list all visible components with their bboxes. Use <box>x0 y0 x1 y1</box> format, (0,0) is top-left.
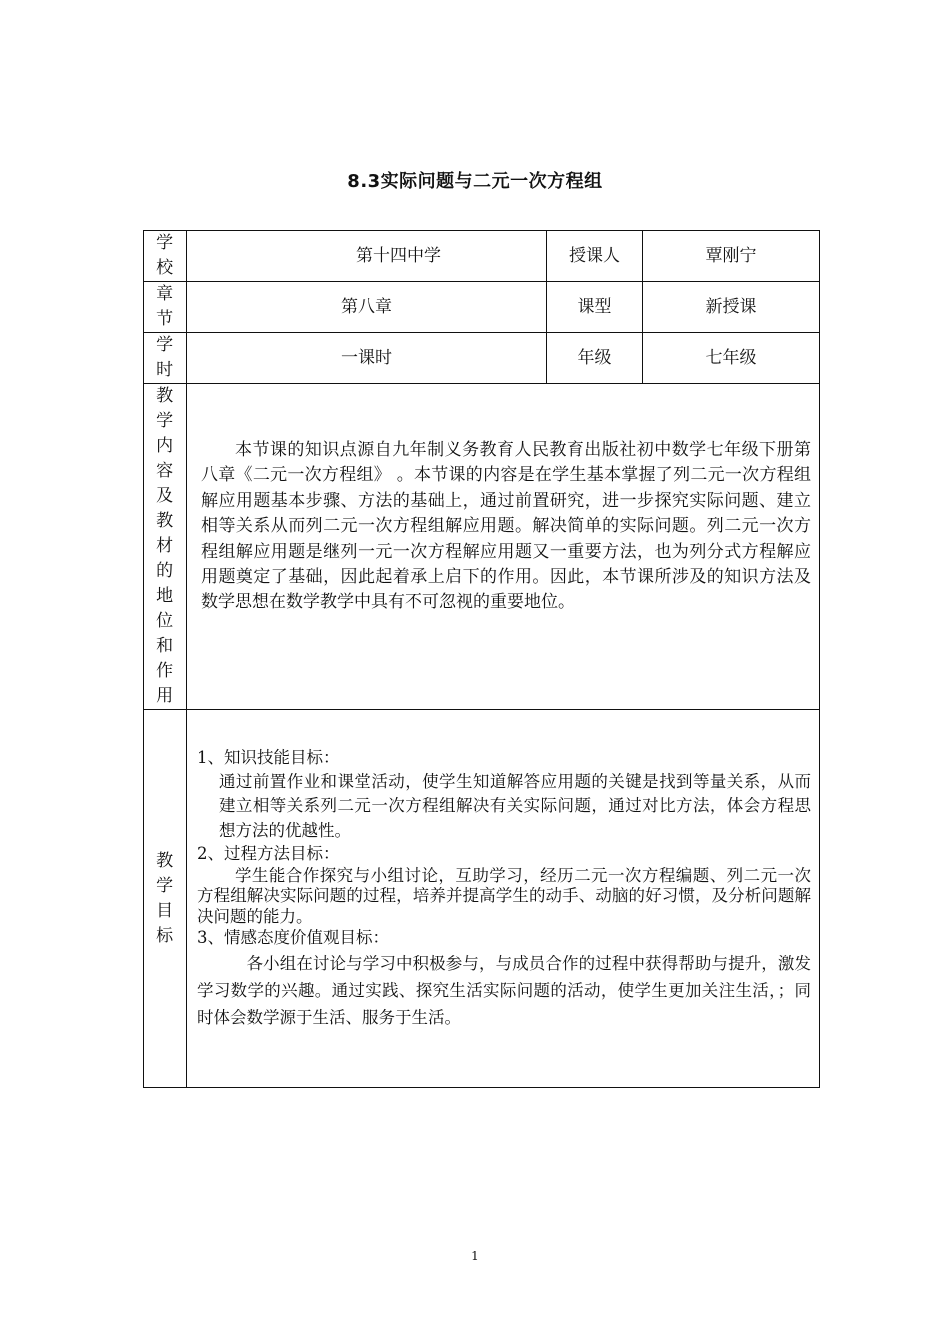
info-row-school <box>144 231 820 282</box>
goals-row <box>144 710 820 1088</box>
goal-text-process: 学生能合作探究与小组讨论，互助学习，经历二元一次方程编题、列二元一次方程组解决实际问题的过程，培养并提高学生的动手、动脑的好习惯，及分析问题解决问题的能力。 <box>197 865 811 926</box>
content-paragraph: 本节课的知识点源自九年制义务教育人民教育出版社初中数学七年级下册第八章《二元一次方程组》 。本节课的内容是在学生基本掌握了列二元一次方程组解应用题基本步骤、方法的基础上，通过前置研究，进一步探究实际问题、建立相等关系从而列二元一次方程组解应用题。解决简单的实际问题。列二元一次方程组解应用题是继列一元一次方程解应用题又一重要方法，也为列分式方程解应用题奠定了基础，因此起着承上启下的作用。因此，本节课所涉及的知识方法及数学思想在数学教学中具有不可忽视的重要地位。 <box>201 440 811 613</box>
hours-value: 一课时 <box>187 333 547 384</box>
school-value: 第十四中学 <box>187 231 547 282</box>
goal-text-knowledge: 通过前置作业和课堂活动，使学生知道解答应用题的关键是找到等量关系，从而建立相等关系列二元一次方程组解决有关实际问题，通过对比方法，体会方程思想方法的优越性。 <box>219 771 811 840</box>
info-row-hours <box>144 333 820 384</box>
lesson-type-label: 课型 <box>547 282 643 333</box>
content-label: 教学内容及教材的地位和作用 <box>144 384 187 710</box>
goal-heading-process: 2、过程方法目标： <box>197 844 340 864</box>
page-number: 1 <box>471 1249 479 1263</box>
teacher-label: 授课人 <box>547 231 643 282</box>
goal-text-emotion: 各小组在讨论与学习中积极参与，与成员合作的过程中获得帮助与提升，激发学习数学的兴趣。通过实践、探究生活实际问题的活动，使学生更加关注生活，；同时体会数学源于生活、服务于生活。 <box>197 953 811 1027</box>
teacher-value: 覃刚宁 <box>643 231 820 282</box>
content-row <box>144 384 820 710</box>
grade-value: 七年级 <box>643 333 820 384</box>
lesson-plan-table <box>143 230 820 1088</box>
document-title: 8.3实际问题与二元一次方程组 <box>347 171 603 192</box>
info-row-chapter <box>144 282 820 333</box>
content-cell <box>187 384 820 710</box>
row-label-chapter: 章节 <box>144 282 187 333</box>
goal-heading-emotion: 3、情感态度价值观目标： <box>197 928 389 948</box>
goals-cell <box>187 710 820 1088</box>
row-label-school: 学校 <box>144 231 187 282</box>
chapter-value: 第八章 <box>187 282 547 333</box>
goal-heading-knowledge: 1、知识技能目标： <box>197 748 340 767</box>
row-label-hours: 学时 <box>144 333 187 384</box>
grade-label: 年级 <box>547 333 643 384</box>
goals-label: 教学目标 <box>144 710 187 1088</box>
lesson-type-value: 新授课 <box>643 282 820 333</box>
